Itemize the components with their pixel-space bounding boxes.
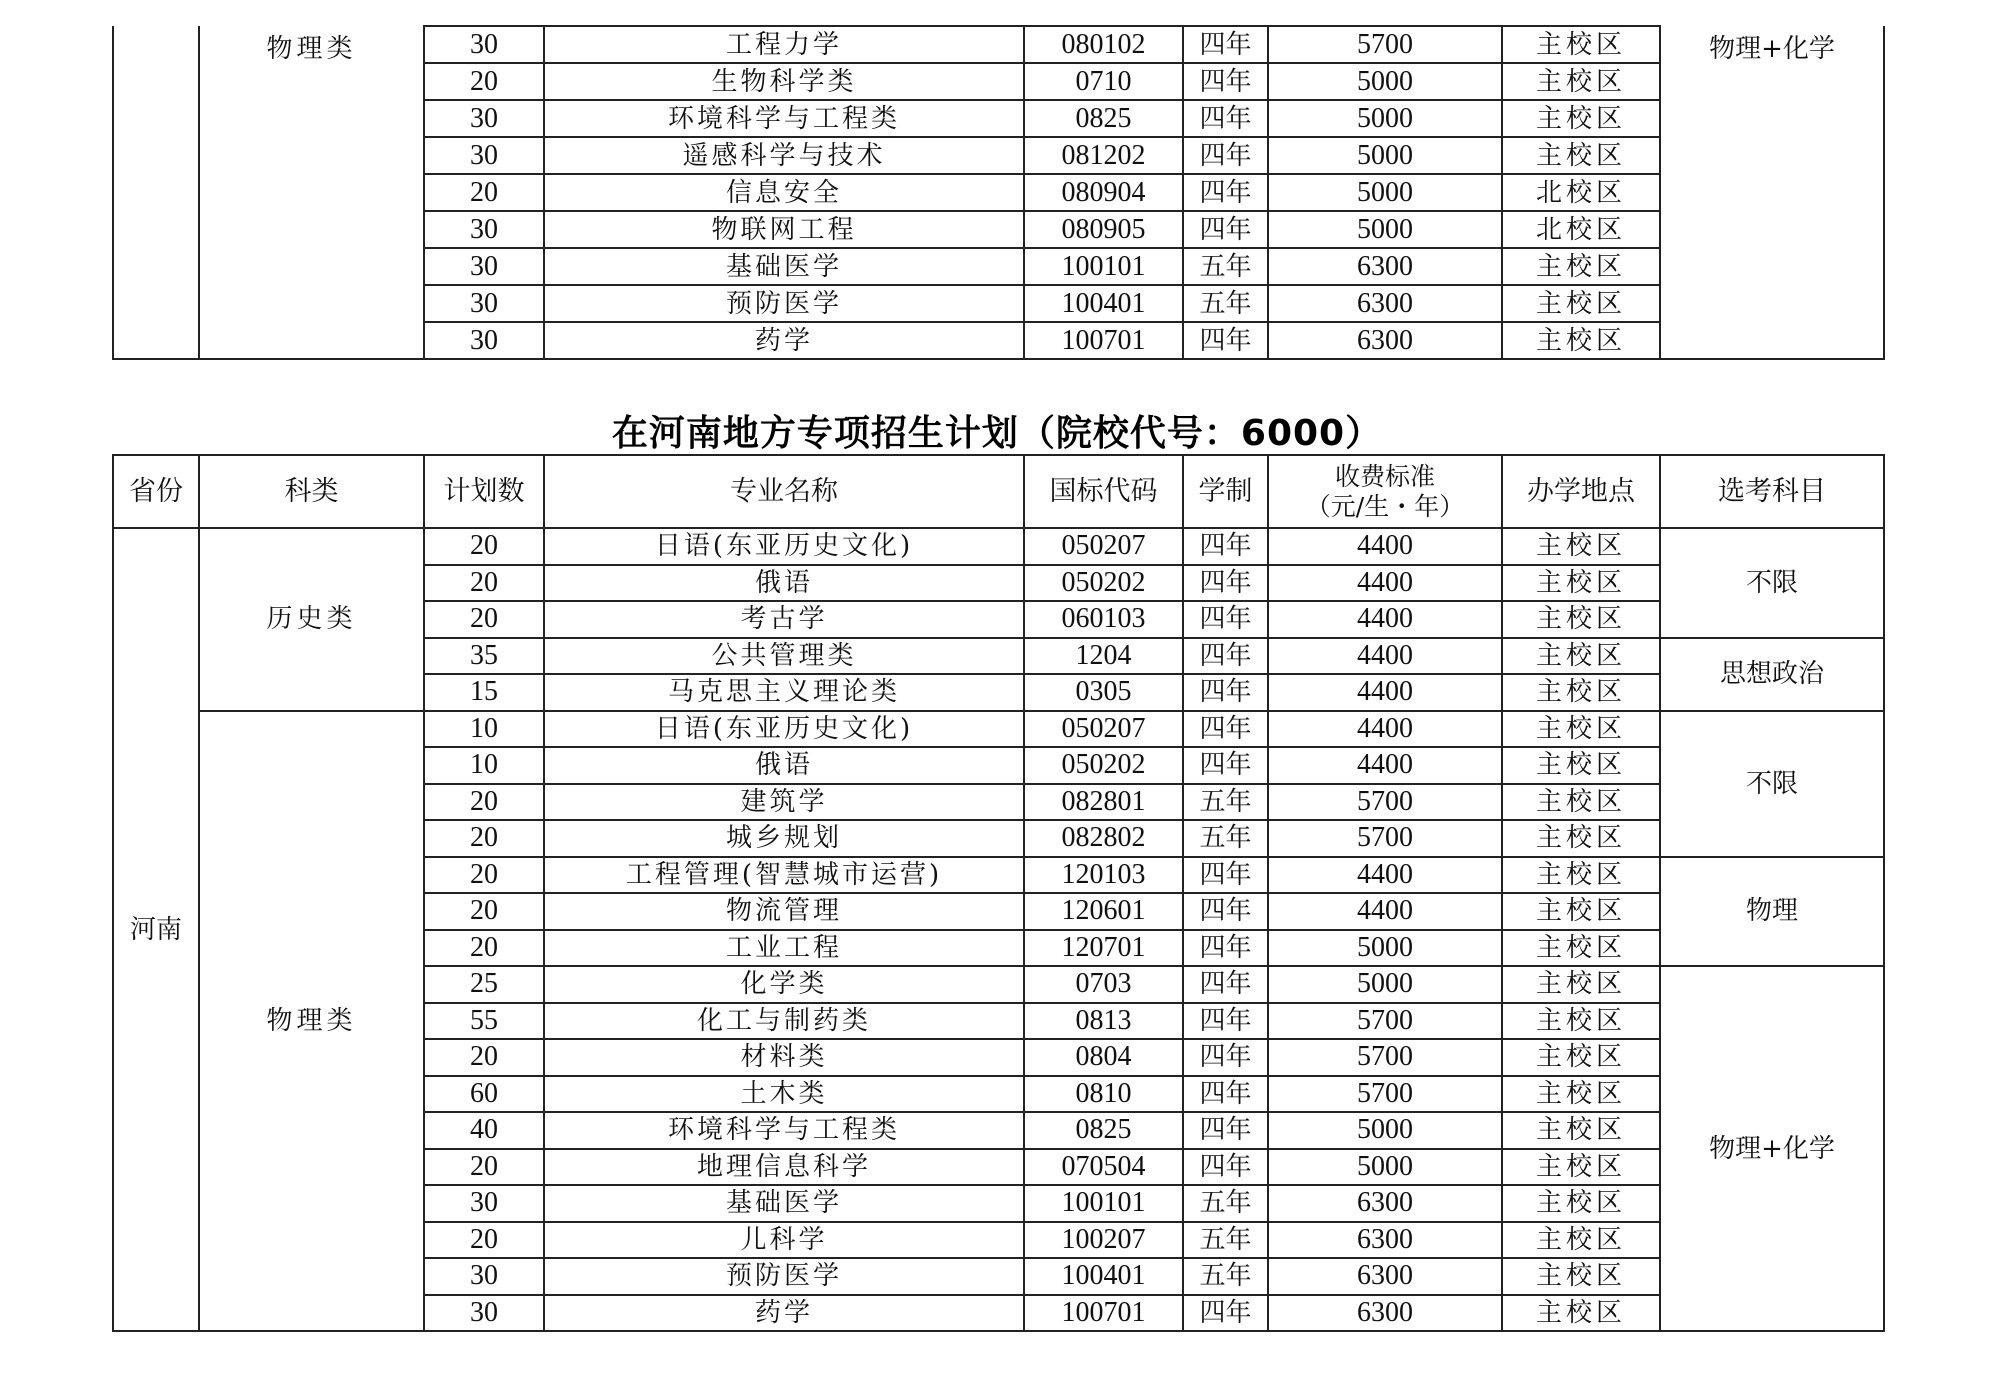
fee-cell: 4400 [1268,601,1502,638]
header-category: 科类 [199,455,424,528]
subjects-cell: 思想政治 [1660,638,1884,711]
plan-cell: 30 [424,26,544,63]
code-cell: 0305 [1024,674,1183,711]
fee-cell: 4400 [1268,674,1502,711]
fee-cell: 5000 [1268,211,1502,248]
duration-cell: 四年 [1183,1112,1268,1149]
plan-cell: 10 [424,747,544,784]
header-fee-line2: （元/生・年） [1305,491,1465,521]
fee-cell: 6300 [1268,1185,1502,1222]
henan-special-enrollment-table [112,454,1885,1332]
code-cell: 120601 [1024,893,1183,930]
subjects-cell: 物理 [1660,857,1884,967]
subjects-cell: 物理+化学 [1660,26,1884,359]
province-cell [113,26,199,359]
duration-cell: 四年 [1183,565,1268,602]
campus-cell: 主校区 [1502,601,1660,638]
duration-cell: 四年 [1183,857,1268,894]
province-cell: 河南 [113,528,199,1331]
campus-cell: 主校区 [1502,137,1660,174]
header-code: 国标代码 [1024,455,1183,528]
campus-cell: 主校区 [1502,1185,1660,1222]
campus-cell: 主校区 [1502,285,1660,322]
campus-cell: 主校区 [1502,1149,1660,1186]
code-cell: 080904 [1024,174,1183,211]
header-plan: 计划数 [424,455,544,528]
campus-cell: 主校区 [1502,322,1660,359]
major-cell: 材料类 [544,1039,1024,1076]
header-duration: 学制 [1183,455,1268,528]
code-cell: 070504 [1024,1149,1183,1186]
plan-cell: 40 [424,1112,544,1149]
campus-cell: 北校区 [1502,174,1660,211]
major-cell: 日语(东亚历史文化) [544,528,1024,565]
campus-cell: 主校区 [1502,893,1660,930]
major-cell: 物联网工程 [544,211,1024,248]
plan-cell: 20 [424,63,544,100]
code-cell: 0710 [1024,63,1183,100]
code-cell: 082801 [1024,784,1183,821]
duration-cell: 四年 [1183,601,1268,638]
code-cell: 100701 [1024,322,1183,359]
subjects-cell: 不限 [1660,528,1884,638]
campus-cell: 主校区 [1502,248,1660,285]
campus-cell: 主校区 [1502,638,1660,675]
code-cell: 0810 [1024,1076,1183,1113]
campus-cell: 主校区 [1502,930,1660,967]
code-cell: 050207 [1024,711,1183,748]
plan-cell: 20 [424,857,544,894]
duration-cell: 五年 [1183,285,1268,322]
duration-cell: 四年 [1183,1003,1268,1040]
plan-cell: 30 [424,1185,544,1222]
campus-cell: 主校区 [1502,674,1660,711]
major-cell: 化工与制药类 [544,1003,1024,1040]
plan-cell: 60 [424,1076,544,1113]
fee-cell: 5700 [1268,1003,1502,1040]
code-cell: 0825 [1024,100,1183,137]
major-cell: 遥感科学与技术 [544,137,1024,174]
plan-cell: 30 [424,100,544,137]
duration-cell: 四年 [1183,100,1268,137]
major-cell: 地理信息科学 [544,1149,1024,1186]
major-cell: 药学 [544,1295,1024,1332]
code-cell: 120701 [1024,930,1183,967]
major-cell: 工程管理(智慧城市运营) [544,857,1024,894]
code-cell: 0804 [1024,1039,1183,1076]
major-cell: 生物科学类 [544,63,1024,100]
header-row [113,455,1884,528]
plan-cell: 25 [424,966,544,1003]
code-cell: 1204 [1024,638,1183,675]
fee-cell: 5000 [1268,137,1502,174]
major-cell: 土木类 [544,1076,1024,1113]
code-cell: 060103 [1024,601,1183,638]
fee-cell: 5700 [1268,820,1502,857]
fee-cell: 4400 [1268,893,1502,930]
major-cell: 环境科学与工程类 [544,100,1024,137]
duration-cell: 四年 [1183,211,1268,248]
code-cell: 100701 [1024,1295,1183,1332]
plan-cell: 20 [424,1039,544,1076]
duration-cell: 四年 [1183,1039,1268,1076]
header-subjects: 选考科目 [1660,455,1884,528]
fee-cell: 4400 [1268,747,1502,784]
table-row [113,26,1884,63]
plan-cell: 20 [424,1149,544,1186]
campus-cell: 主校区 [1502,63,1660,100]
code-cell: 120103 [1024,857,1183,894]
major-cell: 药学 [544,322,1024,359]
major-cell: 工程力学 [544,26,1024,63]
fee-cell: 5700 [1268,1039,1502,1076]
fee-cell: 5000 [1268,174,1502,211]
plan-cell: 30 [424,211,544,248]
major-cell: 建筑学 [544,784,1024,821]
code-cell: 100207 [1024,1222,1183,1259]
code-cell: 0703 [1024,966,1183,1003]
duration-cell: 四年 [1183,528,1268,565]
duration-cell: 五年 [1183,1258,1268,1295]
campus-cell: 主校区 [1502,1222,1660,1259]
plan-cell: 30 [424,285,544,322]
campus-cell: 主校区 [1502,528,1660,565]
code-cell: 050202 [1024,565,1183,602]
fee-cell: 4400 [1268,565,1502,602]
duration-cell: 四年 [1183,711,1268,748]
fee-cell: 5700 [1268,26,1502,63]
fee-cell: 4400 [1268,711,1502,748]
campus-cell: 主校区 [1502,100,1660,137]
fee-cell: 4400 [1268,857,1502,894]
header-province: 省份 [113,455,199,528]
major-cell: 化学类 [544,966,1024,1003]
subjects-cell: 不限 [1660,711,1884,857]
plan-cell: 30 [424,1295,544,1332]
plan-cell: 20 [424,1222,544,1259]
duration-cell: 五年 [1183,820,1268,857]
duration-cell: 五年 [1183,1185,1268,1222]
major-cell: 预防医学 [544,1258,1024,1295]
subjects-cell: 物理+化学 [1660,966,1884,1331]
plan-cell: 30 [424,322,544,359]
plan-cell: 35 [424,638,544,675]
major-cell: 基础医学 [544,1185,1024,1222]
plan-cell: 20 [424,174,544,211]
duration-cell: 四年 [1183,638,1268,675]
header-campus: 办学地点 [1502,455,1660,528]
fee-cell: 4400 [1268,528,1502,565]
plan-cell: 30 [424,1258,544,1295]
campus-cell: 主校区 [1502,857,1660,894]
code-cell: 100101 [1024,1185,1183,1222]
fee-cell: 6300 [1268,248,1502,285]
fee-cell: 5000 [1268,966,1502,1003]
fee-cell: 5000 [1268,63,1502,100]
campus-cell: 主校区 [1502,747,1660,784]
campus-cell: 主校区 [1502,1295,1660,1332]
fee-cell: 4400 [1268,638,1502,675]
plan-cell: 20 [424,893,544,930]
fee-cell: 5000 [1268,1112,1502,1149]
fee-cell: 6300 [1268,1222,1502,1259]
duration-cell: 四年 [1183,26,1268,63]
duration-cell: 五年 [1183,1222,1268,1259]
duration-cell: 五年 [1183,248,1268,285]
fee-cell: 5000 [1268,930,1502,967]
fee-cell: 6300 [1268,285,1502,322]
major-cell: 马克思主义理论类 [544,674,1024,711]
campus-cell: 主校区 [1502,820,1660,857]
header-major: 专业名称 [544,455,1024,528]
code-cell: 080102 [1024,26,1183,63]
duration-cell: 四年 [1183,1076,1268,1113]
major-cell: 城乡规划 [544,820,1024,857]
duration-cell: 四年 [1183,1295,1268,1332]
section-title: 在河南地方专项招生计划（院校代号：6000） [611,413,1383,454]
plan-cell: 55 [424,1003,544,1040]
campus-cell: 主校区 [1502,1003,1660,1040]
fee-cell: 5700 [1268,1076,1502,1113]
plan-cell: 20 [424,565,544,602]
code-cell: 0813 [1024,1003,1183,1040]
duration-cell: 四年 [1183,63,1268,100]
campus-cell: 主校区 [1502,966,1660,1003]
major-cell: 日语(东亚历史文化) [544,711,1024,748]
continued-enrollment-table [112,25,1885,360]
plan-cell: 30 [424,248,544,285]
category-cell: 物理类 [199,711,424,1332]
duration-cell: 四年 [1183,137,1268,174]
major-cell: 物流管理 [544,893,1024,930]
fee-cell: 6300 [1268,322,1502,359]
category-cell: 物理类 [199,26,424,359]
campus-cell: 主校区 [1502,1112,1660,1149]
plan-cell: 20 [424,601,544,638]
fee-cell: 5000 [1268,100,1502,137]
major-cell: 俄语 [544,565,1024,602]
category-cell: 历史类 [199,528,424,711]
code-cell: 100401 [1024,285,1183,322]
campus-cell: 主校区 [1502,565,1660,602]
code-cell: 050202 [1024,747,1183,784]
major-cell: 考古学 [544,601,1024,638]
duration-cell: 四年 [1183,966,1268,1003]
major-cell: 预防医学 [544,285,1024,322]
duration-cell: 四年 [1183,930,1268,967]
duration-cell: 四年 [1183,747,1268,784]
duration-cell: 五年 [1183,784,1268,821]
fee-cell: 5700 [1268,784,1502,821]
campus-cell: 北校区 [1502,211,1660,248]
duration-cell: 四年 [1183,322,1268,359]
campus-cell: 主校区 [1502,711,1660,748]
code-cell: 081202 [1024,137,1183,174]
major-cell: 儿科学 [544,1222,1024,1259]
plan-cell: 10 [424,711,544,748]
duration-cell: 四年 [1183,174,1268,211]
code-cell: 100101 [1024,248,1183,285]
major-cell: 信息安全 [544,174,1024,211]
campus-cell: 主校区 [1502,1258,1660,1295]
code-cell: 080905 [1024,211,1183,248]
duration-cell: 四年 [1183,893,1268,930]
plan-cell: 20 [424,784,544,821]
major-cell: 工业工程 [544,930,1024,967]
code-cell: 050207 [1024,528,1183,565]
code-cell: 082802 [1024,820,1183,857]
campus-cell: 主校区 [1502,26,1660,63]
table-row [113,711,1884,748]
duration-cell: 四年 [1183,1149,1268,1186]
table-row [113,528,1884,565]
campus-cell: 主校区 [1502,1076,1660,1113]
plan-cell: 20 [424,528,544,565]
major-cell: 公共管理类 [544,638,1024,675]
plan-cell: 15 [424,674,544,711]
major-cell: 俄语 [544,747,1024,784]
duration-cell: 四年 [1183,674,1268,711]
plan-cell: 30 [424,137,544,174]
major-cell: 基础医学 [544,248,1024,285]
header-fee-line1: 收费标准 [1334,461,1435,491]
plan-cell: 20 [424,930,544,967]
campus-cell: 主校区 [1502,1039,1660,1076]
code-cell: 100401 [1024,1258,1183,1295]
plan-cell: 20 [424,820,544,857]
fee-cell: 5000 [1268,1149,1502,1186]
campus-cell: 主校区 [1502,784,1660,821]
fee-cell: 6300 [1268,1258,1502,1295]
major-cell: 环境科学与工程类 [544,1112,1024,1149]
fee-cell: 6300 [1268,1295,1502,1332]
code-cell: 0825 [1024,1112,1183,1149]
header-fee [1268,455,1502,528]
